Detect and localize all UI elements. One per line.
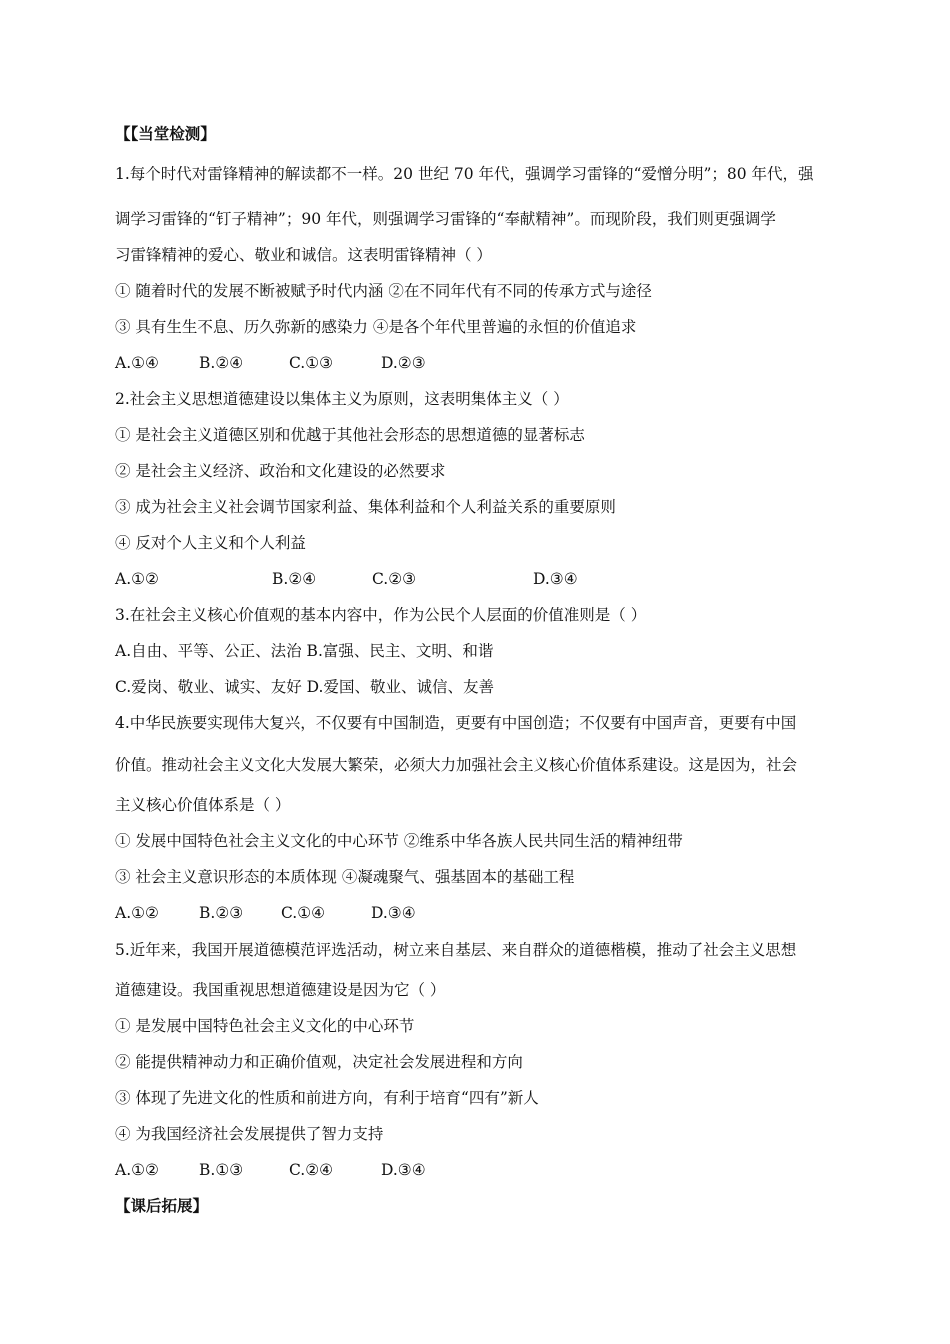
q5-stem-line-2: 道德建设。我国重视思想道德建设是因为它（ ） xyxy=(115,981,446,999)
q4-option-a: A.①② xyxy=(115,904,159,922)
q5-option-d: D.③④ xyxy=(381,1161,426,1179)
q5-stem-line-1: 5.近年来，我国开展道德模范评选活动，树立来自基层、来自群众的道德楷模，推动了社会主义思想 xyxy=(115,941,797,959)
q4-stem-line-3: 主义核心价值体系是（ ） xyxy=(115,796,291,814)
q5-statement-4: ④ 为我国经济社会发展提供了智力支持 xyxy=(115,1125,384,1143)
q1-stem-line-3: 习雷锋精神的爱心、敬业和诚信。这表明雷锋精神（ ） xyxy=(115,246,492,264)
q5-statement-2: ② 能提供精神动力和正确价值观，决定社会发展进程和方向 xyxy=(115,1053,523,1071)
next-section-title: 【课后拓展】 xyxy=(115,1197,209,1215)
q4-stem-line-1: 4.中华民族要实现伟大复兴，不仅要有中国制造，更要有中国创造；不仅要有中国声音，更要有中国 xyxy=(115,714,797,732)
q4-stem-line-2: 价值。推动社会主义文化大发展大繁荣，必须大力加强社会主义核心价值体系建设。这是因为，社会 xyxy=(115,756,798,774)
q5-option-c: C.②④ xyxy=(289,1161,334,1179)
q4-statement-2: ③ 社会主义意识形态的本质体现 ④凝魂聚气、强基固本的基础工程 xyxy=(115,868,575,886)
q5-statement-3: ③ 体现了先进文化的性质和前进方向，有利于培育“四有”新人 xyxy=(115,1089,539,1107)
q2-option-d: D.③④ xyxy=(533,570,578,588)
q2-option-b: B.②④ xyxy=(272,570,317,588)
q1-option-b: B.②④ xyxy=(199,354,244,372)
q4-option-c: C.①④ xyxy=(281,904,326,922)
q5-option-a: A.①② xyxy=(115,1161,159,1179)
q1-option-a: A.①④ xyxy=(115,354,159,372)
q3-options-row-2: C.爱岗、敬业、诚实、友好 D.爱国、敬业、诚信、友善 xyxy=(115,678,494,696)
q2-statement-3: ③ 成为社会主义社会调节国家利益、集体利益和个人利益关系的重要原则 xyxy=(115,498,616,516)
q2-statement-4: ④ 反对个人主义和个人利益 xyxy=(115,534,306,552)
q1-statement-2: ③ 具有生生不息、历久弥新的感染力 ④是各个年代里普遍的永恒的价值追求 xyxy=(115,318,637,336)
q4-statement-1: ① 发展中国特色社会主义文化的中心环节 ②维系中华各族人民共同生活的精神纽带 xyxy=(115,832,683,850)
q1-stem-line-2: 调学习雷锋的“钉子精神”；90 年代，则强调学习雷锋的“奉献精神”。而现阶段，我们则更强调学 xyxy=(115,210,776,228)
q1-option-c: C.①③ xyxy=(289,354,334,372)
q4-option-b: B.②③ xyxy=(199,904,244,922)
q2-statement-1: ① 是社会主义道德区别和优越于其他社会形态的思想道德的显著标志 xyxy=(115,426,585,444)
q5-option-b: B.①③ xyxy=(199,1161,244,1179)
q2-stem: 2.社会主义思想道德建设以集体主义为原则，这表明集体主义（ ） xyxy=(115,390,569,408)
q1-option-d: D.②③ xyxy=(381,354,426,372)
q1-stem-line-1: 1.每个时代对雷锋精神的解读都不一样。20 世纪 70 年代，强调学习雷锋的“爱憎分明”；80 年代，强 xyxy=(115,165,814,183)
q2-statement-2: ② 是社会主义经济、政治和文化建设的必然要求 xyxy=(115,462,446,480)
q1-statement-1: ① 随着时代的发展不断被赋予时代内涵 ②在不同年代有不同的传承方式与途径 xyxy=(115,282,652,300)
q3-options-row-1: A.自由、平等、公正、法治 B.富强、民主、文明、和谐 xyxy=(115,642,494,660)
q3-stem: 3.在社会主义核心价值观的基本内容中，作为公民个人层面的价值准则是（ ） xyxy=(115,606,647,624)
section-title: 【【当堂检测】 xyxy=(115,125,216,143)
q5-statement-1: ① 是发展中国特色社会主义文化的中心环节 xyxy=(115,1017,415,1035)
q2-option-a: A.①② xyxy=(115,570,159,588)
q2-option-c: C.②③ xyxy=(372,570,417,588)
q4-option-d: D.③④ xyxy=(371,904,416,922)
